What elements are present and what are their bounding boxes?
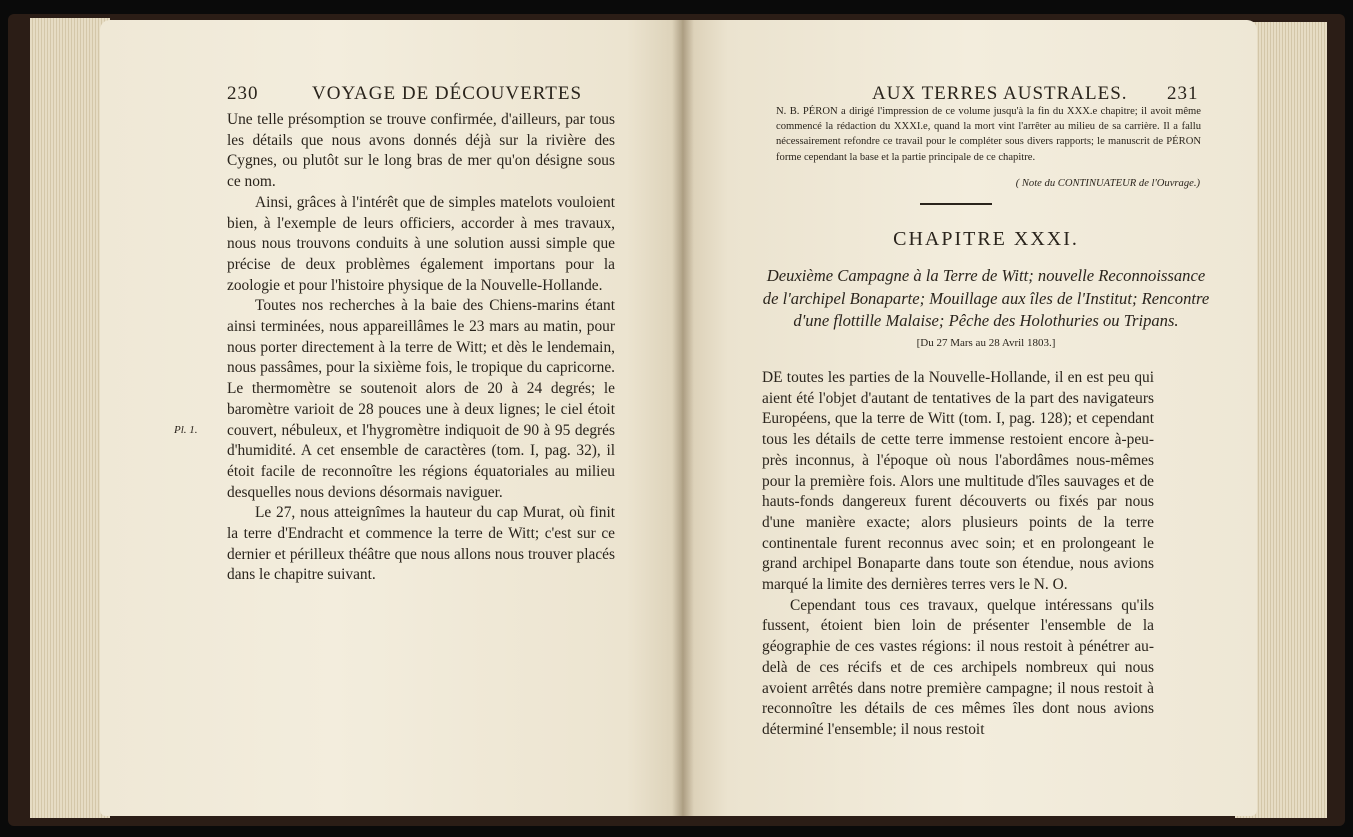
left-running-head: VOYAGE DE DÉCOUVERTES [312,83,583,104]
editor-note: N. B. PÉRON a dirigé l'impression de ce volume jusqu'à la fin du XXX.e chapitre; il avoit même commencé la rédaction du XXXI.e, quand la mort vint l'arrêter au milieu de sa carrière. Il a fallu nécessairement refondre ce travail pour le compléter sous divers rapports; le manuscrit de PÉRON forme cependant la base et la partie principale de ce chapitre. [776,106,1201,163]
chapter-title: CHAPITRE XXXI. [893,228,1079,250]
left-paragraph-3: Toutes nos recherches à la baie des Chiens-marins étant ainsi terminées, nous appareillâmes le 23 mars au matin, pour nous porter directement à la terre de Witt; et dès le lendemain, nous passâmes, pour la sixième fois, le tropique du capricorne. Le thermomètre se soutenoit alors de 20 à 24 degrés; le baromètre varioit de 28 pouces une à deux lignes; le ciel étoit couvert, nébuleux, et l'hygromètre indiquoit de 90 à 95 degrés d'humidité. A cet ensemble de caractères (tom. I, pag. 32), il étoit facile de reconnoître les régions équatoriales au milieu desquelles nous devions désormais naviguer. [227,297,615,501]
margin-note: Pl. 1. [174,424,198,436]
left-paragraph-2: Ainsi, grâces à l'intérêt que de simples matelots vouloient bien, à l'exemple de leurs officiers, accorder à mes travaux, nous nous trouvons conduits à une solution aussi simple que précise de deux problèmes également importans pour la zoologie et pour l'histoire physique de la Nouvelle-Hollande. [227,193,615,294]
left-paragraph-1: Une telle présomption se trouve confirmée, d'ailleurs, par tous les détails que nous avons donnés déjà sur la rivière des Cygnes, ou plutôt sur le long bras de mer qu'on désigne sous ce nom. [227,111,615,191]
left-paragraph-4: Le 27, nous atteignîmes la hauteur du cap Murat, où finit la terre d'Endracht et commence la terre de Witt; c'est sur ce dernier et périlleux théâtre que nous allons nous trouver placés dans le chapitre suivant. [227,504,615,584]
right-page-number: 231 [1167,83,1199,104]
chapter-dates: [Du 27 Mars au 28 Avril 1803.] [916,337,1056,349]
right-body [762,368,1154,741]
chapter-summary: Deuxième Campagne à la Terre de Witt; nouvelle Reconnoissance de l'archipel Bonaparte; Mouillage aux îles de l'Institut; Rencontre d'une flottille Malaise; Pêche des Holothuries ou Tripans. [762,266,1210,330]
left-body [227,110,615,586]
page-edges-left [30,18,110,818]
left-page-number: 230 [227,83,259,104]
right-paragraph-1: DE toutes les parties de la Nouvelle-Hollande, il en est peu qui aient été l'objet d'autant de tentatives de la part des navigateurs Européens, que la terre de Witt (tom. I, pag. 128); et cependant tous les détails de cette terre immense restoient encore à-peu-près inconnus, à l'époque où nous l'abordâmes nous-mêmes pour la première fois. Alors une multitude d'îles sauvages et de hauts-fonds dangereux furent découverts ou fixés par nous d'une manière exacte; alors plusieurs points de la terre continentale furent reconnus avec soin; et en prolongeant le grand archipel Bonaparte dans toute son étendue, nous avions marqué la limite des dernières terres vers le N. O. [762,369,1154,594]
editor-note-signature: ( Note du CONTINUATEUR de l'Ouvrage.) [1015,178,1200,189]
right-paragraph-2: Cependant tous ces travaux, quelque intéressans qu'ils fussent, étoient bien loin de présenter l'ensemble de la géographie de ces vastes régions: il nous restoit à pénétrer au-delà de ces récifs et de ces archipels nombreux qui nous avoient arrêtés dans notre première campagne; il nous restoit à reconnoître les détails de ces mêmes îles dont nous avions déterminé l'ensemble; il nous restoit [762,596,1154,738]
right-running-head: AUX TERRES AUSTRALES. [872,83,1128,104]
section-rule [920,203,992,205]
book-gutter [672,20,694,816]
